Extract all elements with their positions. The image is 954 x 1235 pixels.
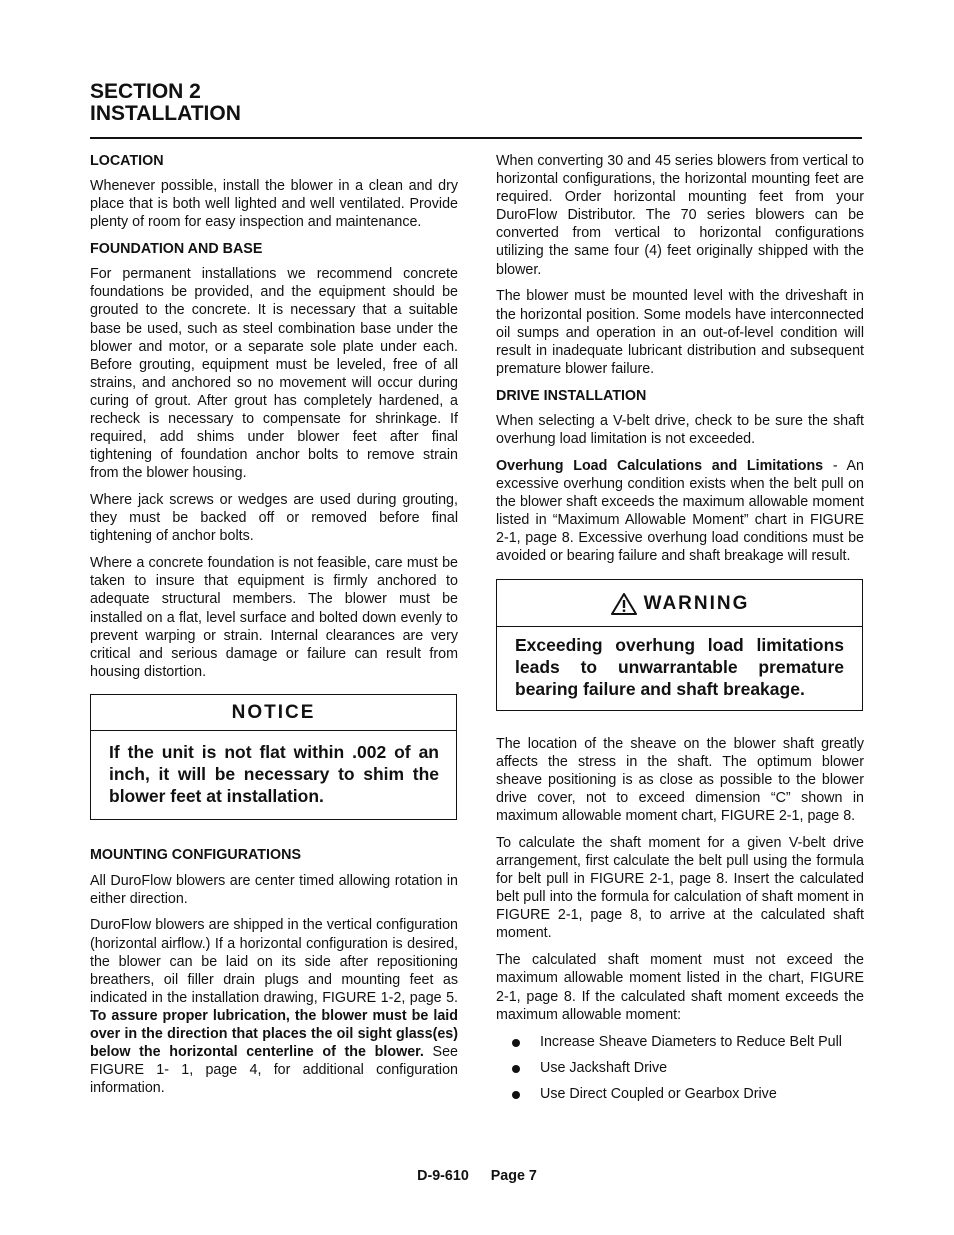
list-item bbox=[496, 1059, 864, 1077]
mounting-text-bold: To assure proper lubrication, the blower must be laid over in the direction that places the oil sight glass(es) below the horizontal centerline of the blower. bbox=[90, 1007, 458, 1061]
remedy-list bbox=[496, 1033, 864, 1103]
bullet-dot-icon bbox=[512, 1065, 520, 1073]
warning-header bbox=[497, 580, 862, 627]
list-item bbox=[496, 1033, 864, 1051]
bullet-dot-icon bbox=[512, 1039, 520, 1047]
foundation-paragraph-3: Where a concrete foundation is not feasible, care must be taken to insure that equipment is firmly anchored to adequate structural members. The blower must be installed on a flat, level surface and bolted down evenly to prevent warping or strain. Internal clearances are very critical and serious damage or failure can result from housing distortion. bbox=[90, 555, 458, 680]
left-column bbox=[90, 152, 458, 1106]
converting-paragraph-1: When converting 30 and 45 series blowers from vertical to horizontal configurations, the horizontal mounting feet are required. Order horizontal mounting feet from your DuroFlow Distributor. The 70 series blowers can be converted from vertical to horizontal configurations utilizing the same four (4) feet originally shipped with the blower. bbox=[496, 153, 864, 278]
drive-paragraph-1: When selecting a V-belt drive, check to be sure the shaft overhung load limitation is not exceeded. bbox=[496, 412, 864, 447]
mounting-heading: MOUNTING CONFIGURATIONS bbox=[90, 847, 301, 864]
drive-heading: DRIVE INSTALLATION bbox=[496, 387, 647, 404]
notice-title: NOTICE bbox=[91, 695, 456, 731]
list-item-text: Use Direct Coupled or Gearbox Drive bbox=[540, 1085, 777, 1102]
list-item-text: Use Jackshaft Drive bbox=[540, 1059, 668, 1076]
mounting-text-c: See FIGURE 1- 1, page 4, for additional configuration information. bbox=[90, 1044, 458, 1097]
notice-body: If the unit is not flat within .002 of an inch, it will be necessary to shim the blower feet at installation. bbox=[109, 742, 439, 806]
document-id: D-9-610 bbox=[417, 1168, 469, 1184]
list-item bbox=[496, 1085, 864, 1103]
foundation-paragraph-1: For permanent installations we recommend concrete foundations be provided, and the equipment should be grouted to the concrete. It is necessary that a suitable base be used, such as steel combination base under the blower and motor, or a separate sole plate under each. Before grouting, equipment must be leveled, free of all strains, and anchored so no movement will occur during curing of grout. After grout has completely hardened, a recheck is necessary to compensate for shrinkage. If required, add shims under blower feet after final tightening of foundation anchor bolts to remove strain from the blower housing. bbox=[90, 266, 458, 482]
page-number: Page 7 bbox=[490, 1168, 537, 1184]
drive-paragraph-2 bbox=[496, 457, 864, 566]
section-number: SECTION 2 bbox=[90, 80, 201, 103]
list-item-text: Increase Sheave Diameters to Reduce Belt Pull bbox=[540, 1033, 842, 1050]
warning-triangle-icon bbox=[610, 592, 638, 616]
section-title bbox=[90, 81, 241, 125]
mounting-text-a: DuroFlow blowers are shipped in the vertical configuration (horizontal airflow.) If a horizontal configuration is desired, the blower can be laid on its side after repositioning breathers, oil filler drain plugs and mounting feet as indicated in the installation drawing, FIGURE 1-2, page 5. bbox=[90, 917, 458, 1006]
warning-body: Exceeding overhung load limitations leads to unwarrantable premature bearing failure and shaft breakage. bbox=[515, 635, 844, 699]
location-paragraph: Whenever possible, install the blower in a clean and dry place that is both well lighted and well ventilated. Provide plenty of room for easy inspection and maintenance. bbox=[90, 178, 458, 231]
foundation-heading: FOUNDATION AND BASE bbox=[90, 241, 263, 258]
bullet-dot-icon bbox=[512, 1091, 520, 1099]
converting-paragraph-2: The blower must be mounted level with the driveshaft in the horizontal position. Some models have interconnected oil sumps and operation in an out-of-level condition will result in inadequate lubricant distribution and subsequent premature blower failure. bbox=[496, 288, 864, 377]
warning-title: WARNING bbox=[643, 593, 750, 615]
overhung-load-heading: Overhung Load Calculations and Limitations bbox=[496, 457, 824, 474]
foundation-paragraph-2: Where jack screws or wedges are used during grouting, they must be backed off or removed before final tightening of anchor bolts. bbox=[90, 492, 458, 545]
overhung-load-text: - An excessive overhung condition exists when the belt pull on the blower shaft exceeds the maximum allowable moment listed in “Maximum Allowable Moment” chart in FIGURE 2-1, page 8. Excessive overhung load conditions must be avoided or bearing failure and shaft breakage will result. bbox=[496, 457, 864, 565]
warning-box bbox=[496, 579, 863, 710]
notice-box bbox=[90, 694, 457, 820]
sheave-paragraph-3: The calculated shaft moment must not exceed the maximum allowable moment listed in the chart, FIGURE 2-1, page 8. If the calculated shaft moment exceeds the maximum allowable moment: bbox=[496, 952, 864, 1023]
mounting-paragraph-2 bbox=[90, 916, 458, 1097]
location-heading: LOCATION bbox=[90, 153, 164, 169]
mounting-paragraph-1: All DuroFlow blowers are center timed allowing rotation in either direction. bbox=[90, 872, 458, 907]
page-footer bbox=[0, 1168, 954, 1184]
section-rule bbox=[90, 137, 862, 139]
right-column bbox=[496, 152, 864, 1111]
sheave-paragraph-2: To calculate the shaft moment for a given V-belt drive arrangement, first calculate the belt pull using the formula for belt pull in FIGURE 2-1, page 8. Insert the calculated belt pull into the formula for calculation of shaft moment in FIGURE 2-1, page 8, to arrive at the calculated shaft moment. bbox=[496, 835, 864, 942]
sheave-paragraph-1: The location of the sheave on the blower shaft greatly affects the stress in the shaft. The optimum blower sheave positioning is as close as possible to the blower drive cover, not to exceed dimension “C” shown in maximum allowable moment chart, FIGURE 2-1, page 8. bbox=[496, 735, 864, 825]
section-name: INSTALLATION bbox=[90, 102, 241, 125]
